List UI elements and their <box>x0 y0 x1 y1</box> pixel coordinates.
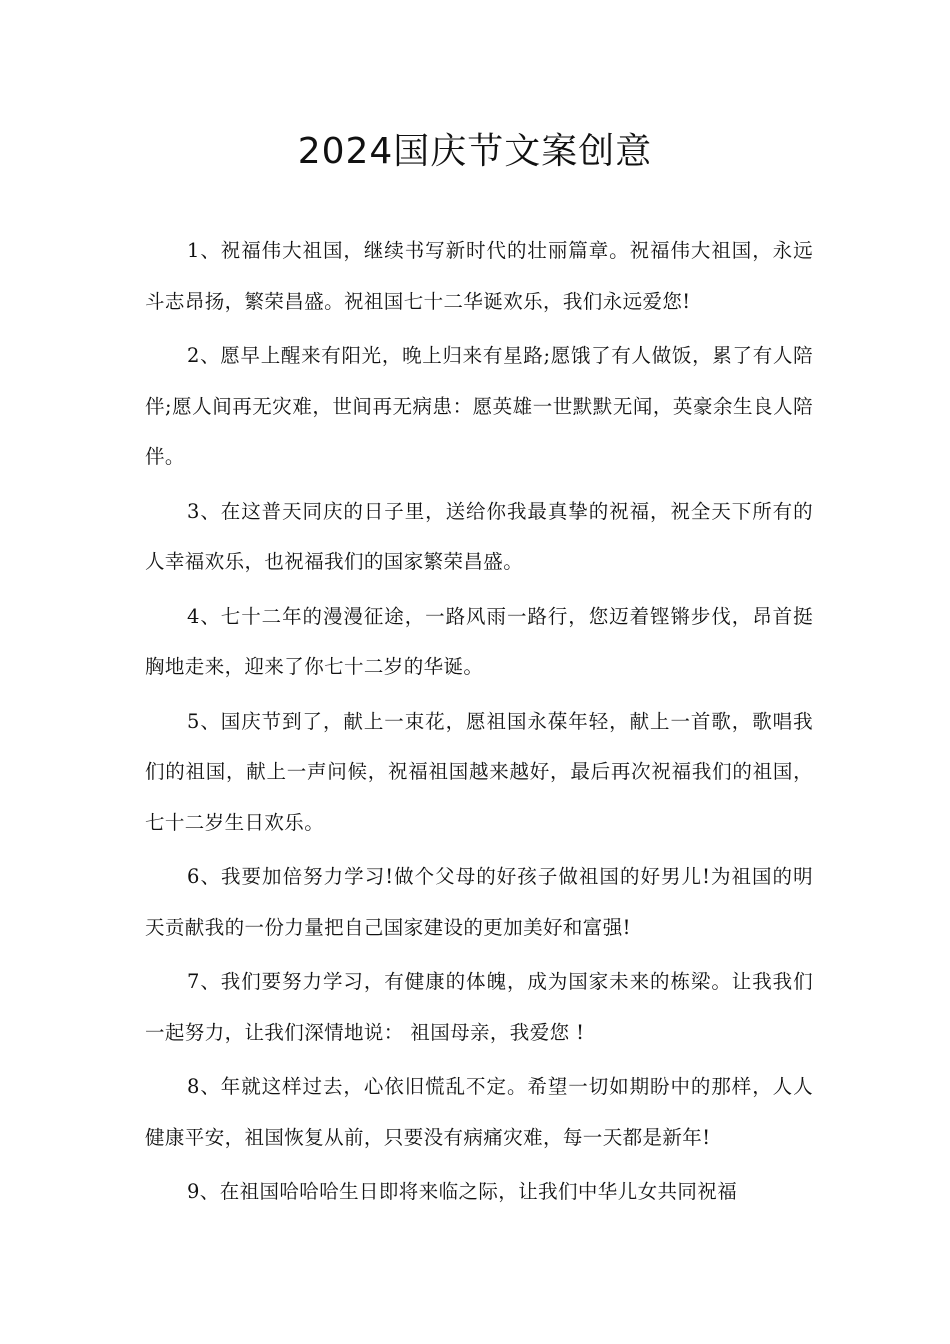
paragraph-2: 2、愿早上醒来有阳光，晚上归来有星路;愿饿了有人做饭，累了有人陪伴;愿人间再无灾难，世间再无病患：愿英雄一世默默无闻，英豪余生良人陪伴。 <box>145 344 813 468</box>
document-body <box>145 226 813 1222</box>
paragraph-1: 1、祝福伟大祖国，继续书写新时代的壮丽篇章。祝福伟大祖国，永远斗志昂扬，繁荣昌盛。祝祖国七十二华诞欢乐，我们永远爱您! <box>145 239 813 313</box>
paragraph-3: 3、在这普天同庆的日子里，送给你我最真挚的祝福，祝全天下所有的人幸福欢乐，也祝福我们的国家繁荣昌盛。 <box>145 499 813 573</box>
paragraph-4: 4、七十二年的漫漫征途，一路风雨一路行，您迈着铿锵步伐，昂首挺胸地走来，迎来了你七十二岁的华诞。 <box>145 604 813 678</box>
paragraph-6: 6、我要加倍努力学习!做个父母的好孩子做祖国的好男儿!为祖国的明天贡献我的一份力量把自己国家建设的更加美好和富强! <box>145 865 813 939</box>
paragraph-5: 5、国庆节到了，献上一束花，愿祖国永葆年轻，献上一首歌，歌唱我们的祖国，献上一声问候，祝福祖国越来越好，最后再次祝福我们的祖国，七十二岁生日欢乐。 <box>145 709 813 834</box>
paragraph-7: 7、我们要努力学习，有健康的体魄，成为国家未来的栋梁。让我我们一起努力，让我们深情地说： 祖国母亲，我爱您 ! <box>145 970 813 1044</box>
paragraph-9: 9、在祖国哈哈哈生日即将来临之际，让我们中华儿女共同祝福 <box>187 1180 738 1203</box>
paragraph-8: 8、年就这样过去，心依旧慌乱不定。希望一切如期盼中的那样，人人健康平安，祖国恢复从前，只要没有病痛灾难，每一天都是新年! <box>145 1075 813 1149</box>
document-title: 2024国庆节文案创意 <box>297 131 653 172</box>
